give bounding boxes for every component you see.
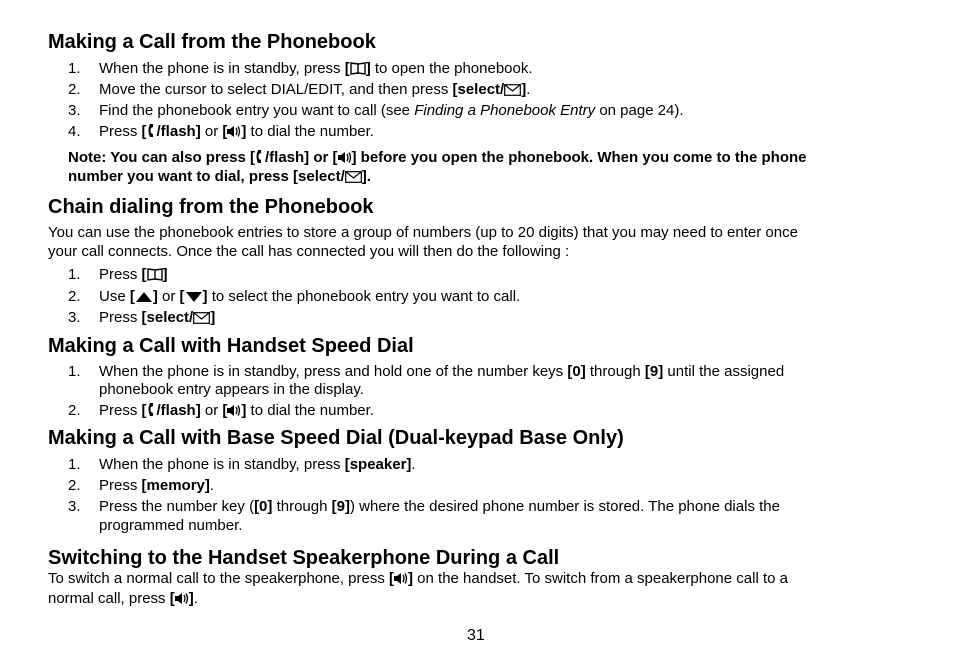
step-number: 4. (68, 123, 81, 140)
step-phonebook-1: When the phone is in standby, press [ ] to open the phonebook. (99, 60, 533, 77)
speakerphone-line-1: To switch a normal call to the speakerphone, press [ ] on the handset. To switch from a speakerphone call to a (48, 570, 788, 587)
section-title-phonebook-call: Making a Call from the Phonebook (48, 31, 376, 53)
envelope-icon (504, 82, 521, 94)
step-handset-1: When the phone is in standby, press and hold one of the number keys [0] through [9] until the assigned (99, 363, 785, 380)
note-line-1: Note: You can also press [ /flash] or [ ] before you open the phonebook. When you come to the phone (68, 149, 807, 166)
step-chain-2: Use [ ] or [ ] to select the phonebook entry you want to call. (99, 288, 521, 305)
talk-flash-icon (255, 149, 265, 164)
step-number: 1. (68, 456, 81, 473)
step-number: 1. (68, 60, 81, 77)
step-number: 1. (68, 363, 81, 380)
step-base-3-cont: programmed number. (99, 517, 243, 534)
down-arrow-icon (185, 289, 203, 301)
note-line-2: number you want to dial, press [select/ ]. (68, 168, 371, 185)
phonebook-icon (147, 267, 163, 281)
step-handset-2: Press [ /flash] or [ ] to dial the number. (99, 402, 374, 419)
chain-intro-line-2: your call connects. Once the call has connected you will then do the following : (48, 243, 570, 260)
step-chain-3: Press [select/ ] (99, 309, 216, 326)
step-number: 2. (68, 477, 81, 494)
step-chain-1: Press [ ] (99, 266, 168, 283)
chain-intro-line-1: You can use the phonebook entries to store a group of numbers (up to 20 digits) that you may need to enter once (48, 224, 798, 241)
step-number: 1. (68, 266, 81, 283)
step-phonebook-3: Find the phonebook entry you want to call (see Finding a Phonebook Entry on page 24). (99, 102, 684, 119)
up-arrow-icon (135, 289, 153, 301)
step-base-1: When the phone is in standby, press [speaker]. (99, 456, 416, 473)
speaker-icon (175, 591, 189, 604)
speaker-icon (338, 150, 352, 163)
step-number: 3. (68, 102, 81, 119)
step-phonebook-2: Move the cursor to select DIAL/EDIT, and then press [select/ ]. (99, 81, 531, 98)
step-number: 2. (68, 402, 81, 419)
talk-flash-icon (147, 402, 157, 417)
section-title-speakerphone: Switching to the Handset Speakerphone During a Call (48, 547, 560, 569)
speakerphone-line-2: normal call, press [ ]. (48, 590, 198, 607)
envelope-icon (345, 169, 362, 181)
step-number: 2. (68, 81, 81, 98)
step-number: 2. (68, 288, 81, 305)
section-title-chain-dialing: Chain dialing from the Phonebook (48, 196, 374, 218)
speaker-icon (394, 571, 408, 584)
step-base-3: Press the number key ([0] through [9]) where the desired phone number is stored. The phone dials the (99, 498, 780, 515)
step-number: 3. (68, 309, 81, 326)
section-title-handset-speed-dial: Making a Call with Handset Speed Dial (48, 335, 414, 357)
envelope-icon (193, 310, 210, 322)
step-phonebook-4: Press [ /flash] or [ ] to dial the number. (99, 123, 374, 140)
step-number: 3. (68, 498, 81, 515)
page-number: 31 (467, 627, 485, 644)
step-handset-1-cont: phonebook entry appears in the display. (99, 381, 364, 398)
talk-flash-icon (147, 123, 157, 138)
speaker-icon (227, 403, 241, 416)
step-base-2: Press [memory]. (99, 477, 215, 494)
phonebook-icon (350, 61, 366, 75)
speaker-icon (227, 124, 241, 137)
section-title-base-speed-dial: Making a Call with Base Speed Dial (Dual-keypad Base Only) (48, 427, 624, 449)
